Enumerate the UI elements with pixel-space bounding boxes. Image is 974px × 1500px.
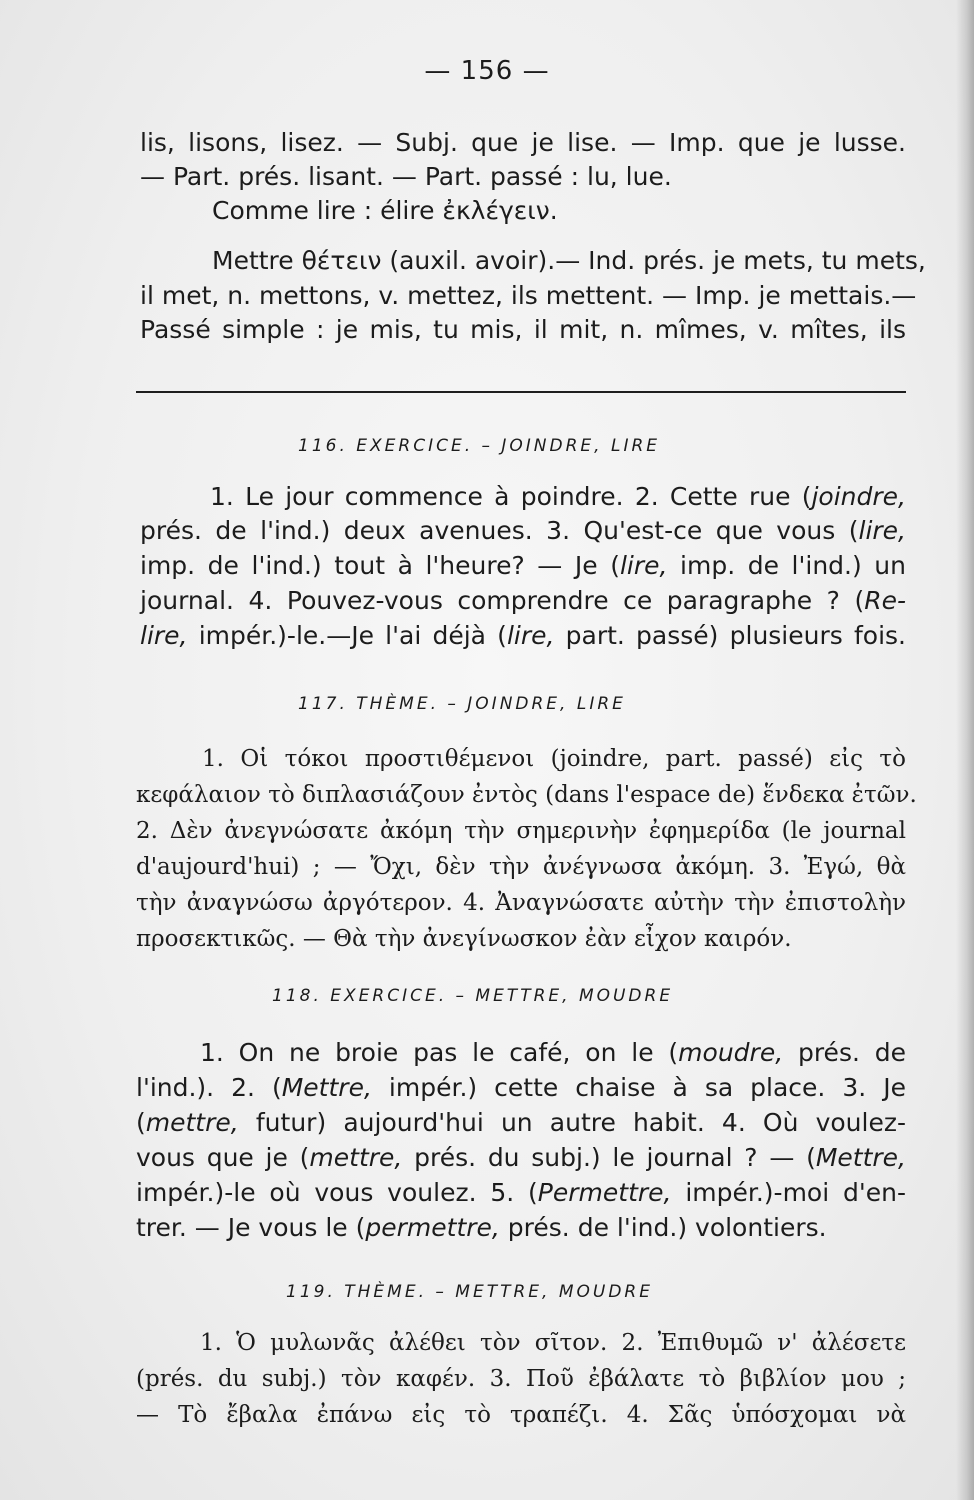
intro-line: — Part. prés. lisant. — Part. passé : lu, lue. [140,162,672,191]
page-edge-shadow [956,0,974,1500]
intro-line: Passé simple : je mis, tu mis, il mit, n. mîmes, v. mîtes, ils [140,315,906,344]
theme-117-line: κεφάλαιον τὸ διπλασιάζουν ἐντὸς (dans l'espace de) ἕνδεκα ἐτῶν. [136,782,917,808]
theme-119-line: (prés. du subj.) τὸν καφέν. 3. Ποῦ ἐβάλατε τὸ βιβλίον μου ; [136,1366,906,1392]
theme-119-line: — Τὸ ἔβαλα ἐπάνω εἰς τὸ τραπέζι. 4. Σᾶς ὑπόσχομαι νὰ [136,1402,906,1428]
intro-line: lis, lisons, lisez. — Subj. que je lise. — Imp. que je lusse. [140,128,906,157]
exercise-118-line: 1. On ne broie pas le café, on le (moudre, prés. de [200,1038,906,1067]
exercise-116-line: prés. de l'ind.) deux avenues. 3. Qu'est-ce que vous (lire, [140,516,906,545]
exercise-116-line: 1. Le jour commence à poindre. 2. Cette rue (joindre, [210,482,906,511]
exercise-116-line: journal. 4. Pouvez-vous comprendre ce paragraphe ? (Re- [140,586,906,615]
intro-line: Comme lire : élire ἐκλέγειν. [212,196,558,225]
exercise-116-title: 116. EXERCICE. – JOINDRE, LIRE [298,436,661,456]
section-rule [136,391,906,393]
theme-117-line: τὴν ἀναγνώσω ἀργότερον. 4. Ἀναγνώσατε αὐτὴν τὴν ἐπιστολὴν [136,890,906,916]
theme-117-line: 1. Οἱ τόκοι προστιθέμενοι (joindre, part. passé) εἰς τὸ [202,746,906,772]
exercise-116-line: imp. de l'ind.) tout à l'heure? — Je (lire, imp. de l'ind.) un [140,551,906,580]
exercise-118-line: trer. — Je vous le (permettre, prés. de l'ind.) volontiers. [136,1213,827,1242]
theme-119-title: 119. THÈME. – METTRE, MOUDRE [286,1282,653,1302]
exercise-118-title: 118. EXERCICE. – METTRE, MOUDRE [272,986,674,1006]
theme-119-line: 1. Ὁ μυλωνᾶς ἀλέθει τὸν σῖτον. 2. Ἐπιθυμῶ ν' ἀλέσετε [200,1330,906,1356]
exercise-118-line: impér.)-le où vous voulez. 5. (Permettre, impér.)-moi d'en- [136,1178,906,1207]
exercise-116-line: lire, impér.)-le.—Je l'ai déjà (lire, part. passé) plusieurs fois. [140,621,906,650]
exercise-118-line: l'ind.). 2. (Mettre, impér.) cette chaise à sa place. 3. Je [136,1073,906,1102]
intro-line: Mettre θέτειν (auxil. avoir).— Ind. prés. je mets, tu mets, [212,246,926,275]
theme-117-line: 2. Δὲν ἀνεγνώσατε ἀκόμη τὴν σημερινὴν ἐφημερίδα (le journal [136,818,906,844]
page-number: — 156 — [424,56,550,86]
exercise-118-line: vous que je (mettre, prés. du subj.) le journal ? — (Mettre, [136,1143,906,1172]
theme-117-line: προσεκτικῶς. — Θὰ τὴν ἀνεγίνωσκον ἐὰν εἶχον καιρόν. [136,926,792,952]
exercise-118-line: (mettre, futur) aujourd'hui un autre habit. 4. Où voulez- [136,1108,906,1137]
theme-117-title: 117. THÈME. – JOINDRE, LIRE [298,694,626,714]
intro-line: il met, n. mettons, v. mettez, ils mettent. — Imp. je mettais.— [140,281,917,310]
theme-117-line: d'aujourd'hui) ; — Ὄχι, δὲν τὴν ἀνέγνωσα ἀκόμη. 3. Ἐγώ, θὰ [136,854,906,880]
